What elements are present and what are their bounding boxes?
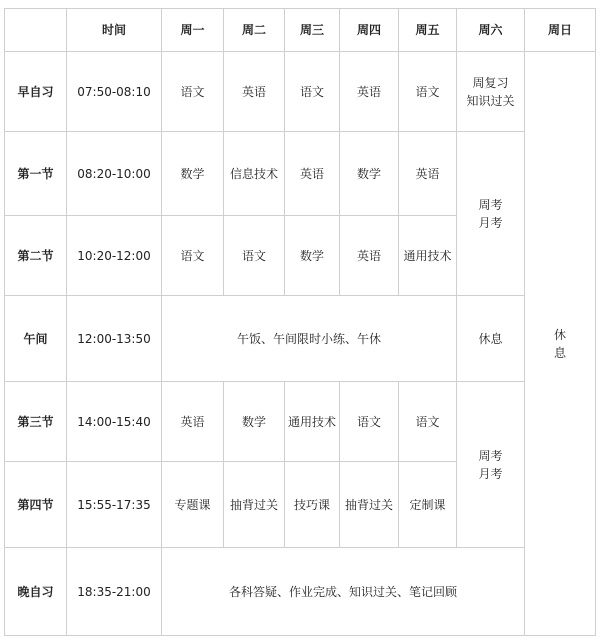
cell-monday: 数学	[162, 132, 224, 216]
cell-thursday: 抽背过关	[340, 462, 399, 548]
cell-monday: 语文	[162, 216, 224, 296]
cell-wednesday: 通用技术	[285, 382, 340, 462]
cell-wednesday: 语文	[285, 52, 340, 132]
cell-friday: 语文	[399, 52, 457, 132]
cell-tuesday: 抽背过关	[224, 462, 285, 548]
row-label: 早自习	[5, 52, 67, 132]
row-label: 第一节	[5, 132, 67, 216]
cell-tuesday: 数学	[224, 382, 285, 462]
cell-thursday: 语文	[340, 382, 399, 462]
cell-tuesday: 信息技术	[224, 132, 285, 216]
row-time: 18:35-21:00	[67, 548, 162, 636]
cell-friday: 英语	[399, 132, 457, 216]
cell-friday: 语文	[399, 382, 457, 462]
header-saturday: 周六	[457, 9, 525, 52]
row-morning-self-study	[5, 52, 596, 132]
header-monday: 周一	[162, 9, 224, 52]
row-time: 15:55-17:35	[67, 462, 162, 548]
row-period-3	[5, 382, 596, 462]
cell-wednesday: 英语	[285, 132, 340, 216]
cell-saturday: 周复习 知识过关	[457, 52, 525, 132]
cell-monday: 语文	[162, 52, 224, 132]
cell-tuesday: 英语	[224, 52, 285, 132]
cell-saturday-exam-morning: 周考 月考	[457, 132, 525, 296]
cell-thursday: 英语	[340, 216, 399, 296]
row-label: 第三节	[5, 382, 67, 462]
row-time: 10:20-12:00	[67, 216, 162, 296]
header-tuesday: 周二	[224, 9, 285, 52]
cell-evening-activity: 各科答疑、作业完成、知识过关、笔记回顾	[162, 548, 525, 636]
cell-thursday: 数学	[340, 132, 399, 216]
header-friday: 周五	[399, 9, 457, 52]
row-label: 第四节	[5, 462, 67, 548]
row-time: 08:20-10:00	[67, 132, 162, 216]
cell-wednesday: 技巧课	[285, 462, 340, 548]
row-label: 晚自习	[5, 548, 67, 636]
cell-monday: 专题课	[162, 462, 224, 548]
cell-friday: 通用技术	[399, 216, 457, 296]
cell-friday: 定制课	[399, 462, 457, 548]
header-sunday: 周日	[525, 9, 596, 52]
row-noon	[5, 296, 596, 382]
cell-sunday-rest: 休 息	[525, 52, 596, 636]
header-row	[5, 9, 596, 52]
cell-tuesday: 语文	[224, 216, 285, 296]
row-label: 第二节	[5, 216, 67, 296]
cell-saturday: 休息	[457, 296, 525, 382]
header-time: 时间	[67, 9, 162, 52]
row-period-1	[5, 132, 596, 216]
header-wednesday: 周三	[285, 9, 340, 52]
cell-wednesday: 数学	[285, 216, 340, 296]
cell-monday: 英语	[162, 382, 224, 462]
header-thursday: 周四	[340, 9, 399, 52]
cell-thursday: 英语	[340, 52, 399, 132]
header-blank-cell	[5, 9, 67, 52]
row-label: 午间	[5, 296, 67, 382]
cell-saturday-exam-afternoon: 周考 月考	[457, 382, 525, 548]
row-time: 12:00-13:50	[67, 296, 162, 382]
row-time: 07:50-08:10	[67, 52, 162, 132]
row-time: 14:00-15:40	[67, 382, 162, 462]
weekly-schedule-table	[4, 8, 596, 636]
cell-noon-activity: 午饭、午间限时小练、午休	[162, 296, 457, 382]
row-evening-self-study	[5, 548, 596, 636]
